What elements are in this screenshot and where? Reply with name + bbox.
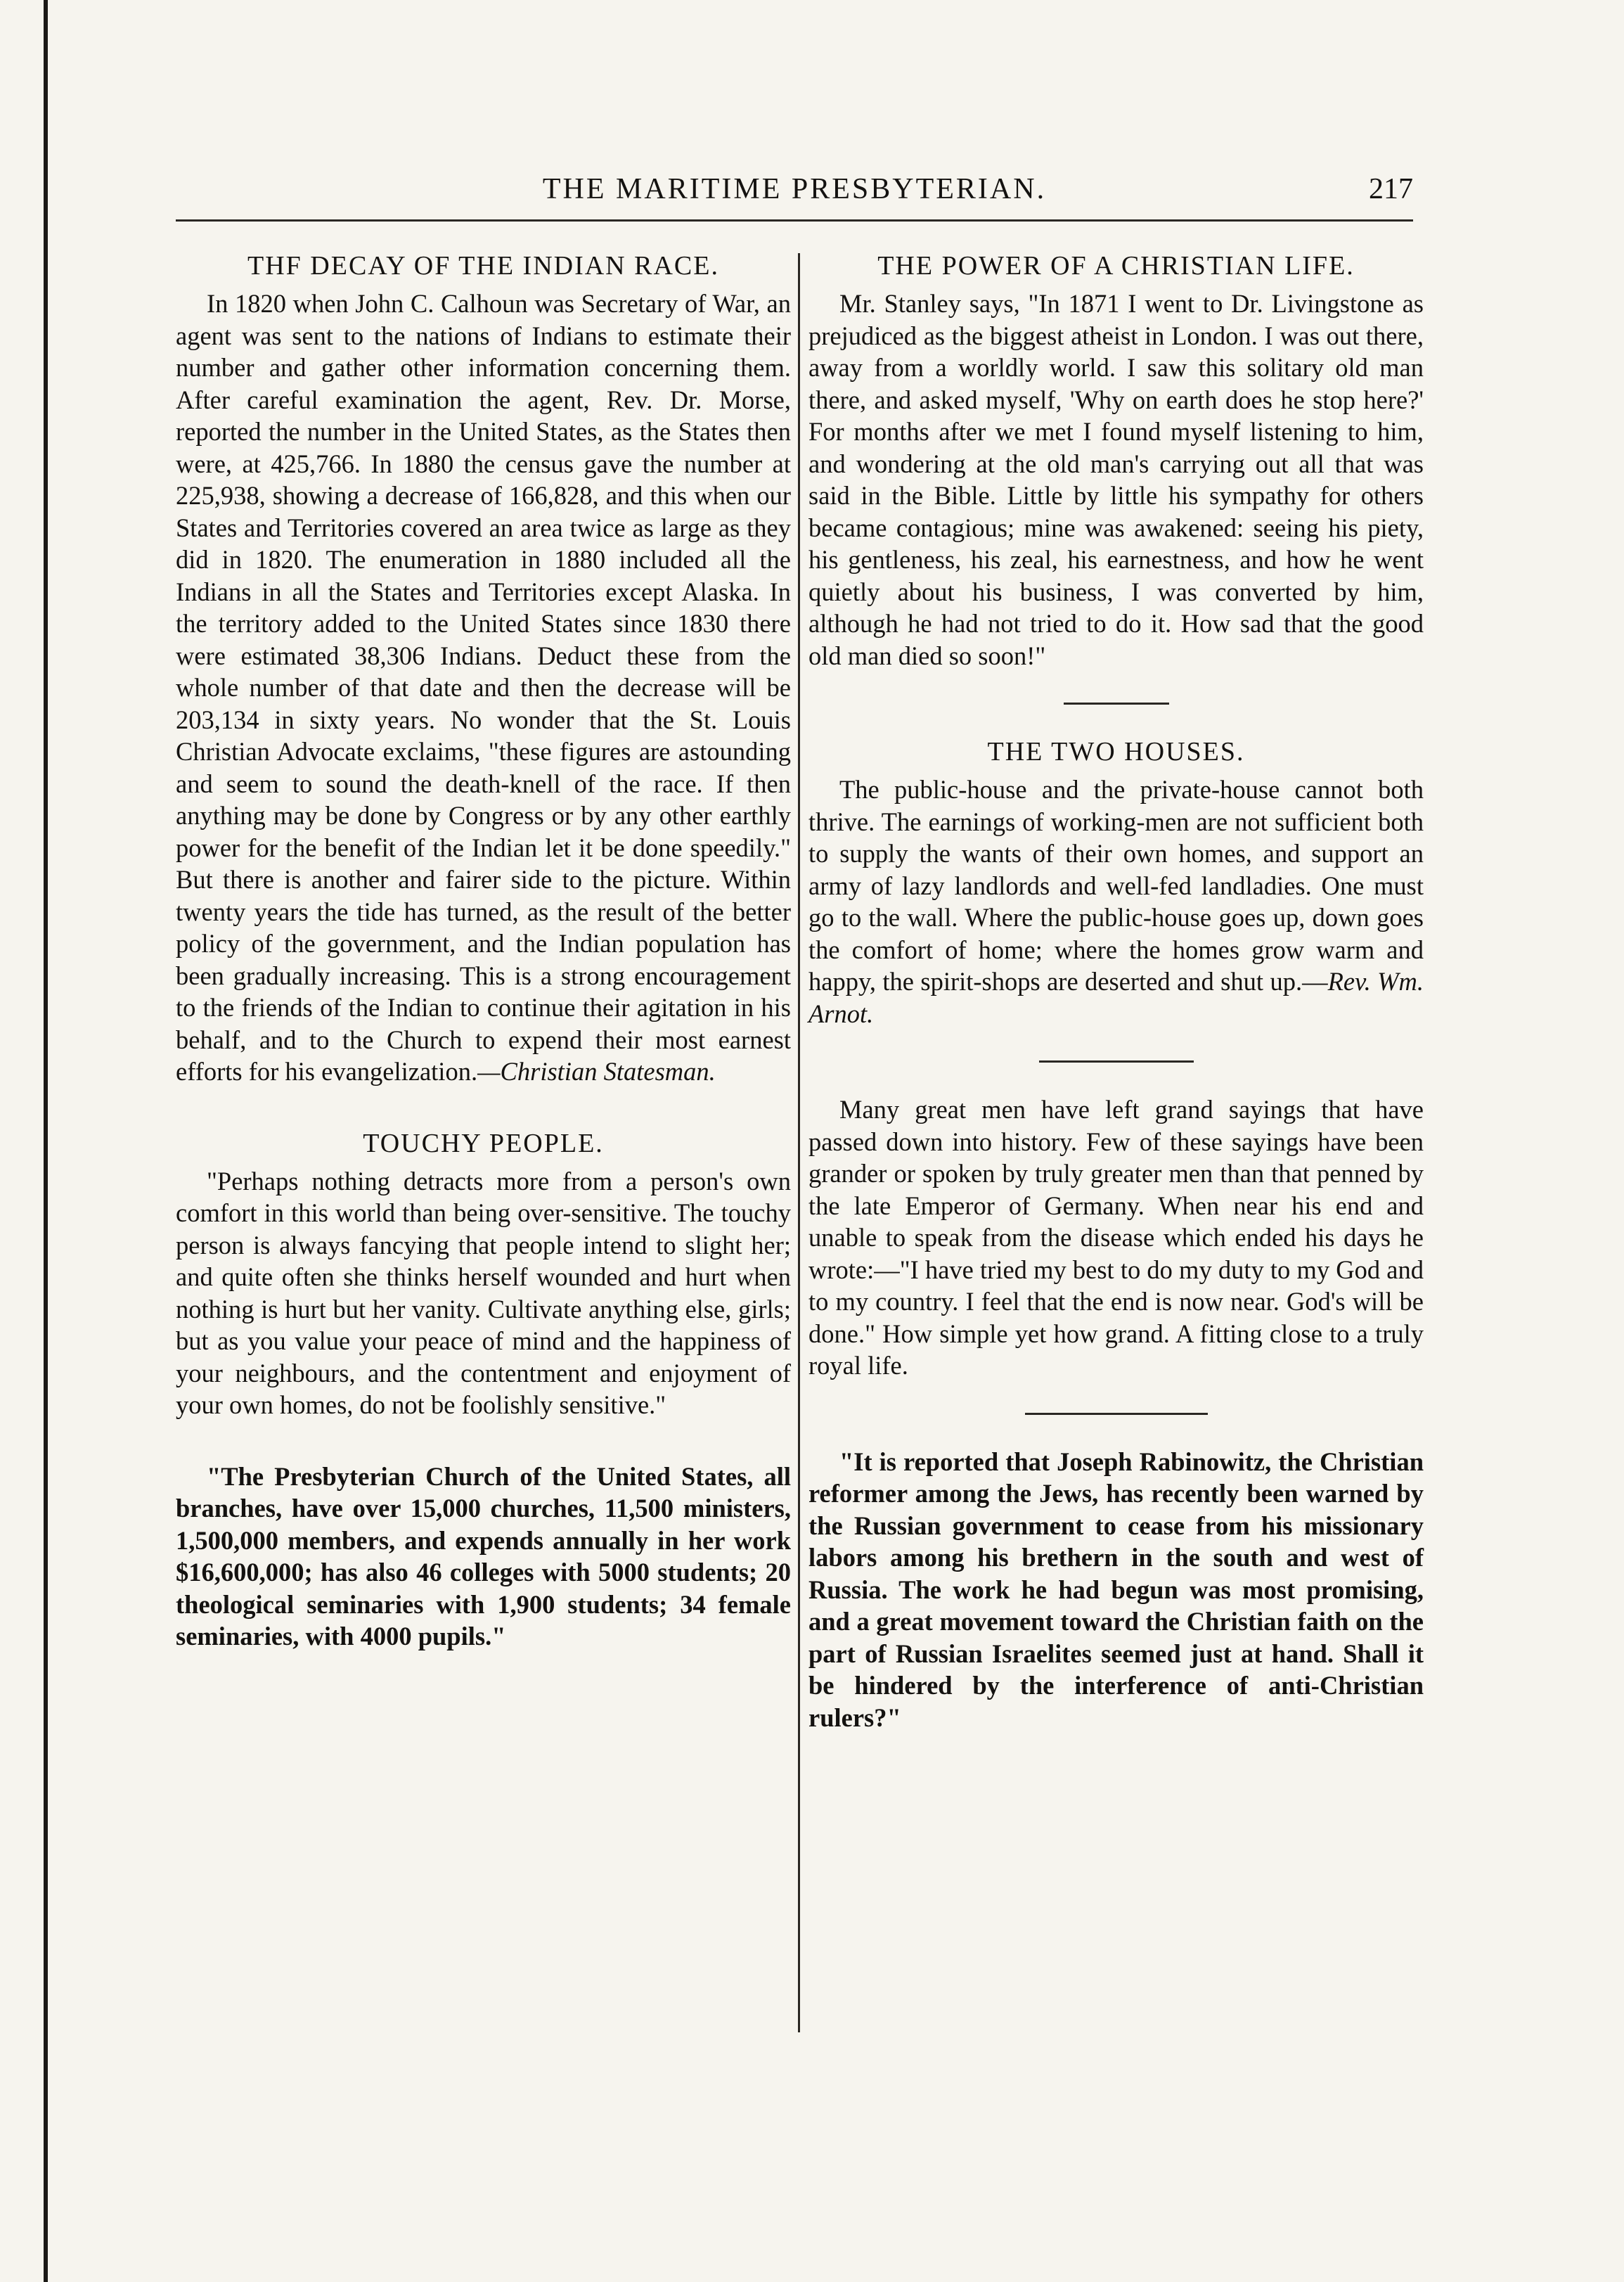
journal-title: THE MARITIME PRESBYTERIAN. xyxy=(542,173,1047,205)
article-heading: THE POWER OF A CHRISTIAN LIFE. xyxy=(877,251,1355,281)
section-divider xyxy=(1064,703,1169,705)
article-heading: TOUCHY PEOPLE. xyxy=(363,1128,604,1158)
article-christian-life xyxy=(808,250,1424,672)
column-divider xyxy=(798,253,800,2032)
article-heading: THE TWO HOUSES. xyxy=(987,737,1245,767)
article-rabinowitz xyxy=(808,1446,1424,1734)
article-text: In 1820 when John C. Calhoun was Secretary of War, an agent was sent to the nations of Indians to estimate their number and gather other information concerning them. After careful examination the agent, Rev. Dr. Morse, reported the number in the United States, as the States then were, at 425,766. In 1880 the census gave the number at 225,938, showing a decrease of 166,828, and this when our States and Territories covered an area twice as large as they did in 1820. The enumeration in 1880 included all the Indians in all the States and Territories except Alaska. In the territory added to the United States since 1830 there were estimated 38,306 Indians. Deduct these from the whole number of that date and then the decrease will be 203,134 in sixty years. No wonder that the St. Louis Christian Advocate exclaims, "these figures are astounding and seem to sound the death-knell of the race. If then anything may be done by Congress or by any other earthly power for the benefit of the Indian let it be done speedily." But there is another and fairer side to the picture. Within twenty years the tide has turned, as the result of the better policy of the government, and the Indian population has been gradually increasing. This is a strong encouragement to the friends of the Indian to continue their agitation in his behalf, and to the Church to expend their most earnest efforts for his evangelization. xyxy=(176,289,791,1086)
article-presbyterian-statistics xyxy=(176,1461,791,1653)
page-number: 217 xyxy=(1369,173,1413,205)
article-indian-race xyxy=(176,250,791,1088)
article-touchy-people xyxy=(176,1127,791,1421)
article-text: The public-house and the private-house cannot both thrive. The earnings of working-men are not sufficient both to supply the wants of their own homes, and support an army of lazy landlords and well-fed landladies. One must go to the wall. Where the public-house goes up, down goes the comfort of home; where the homes grow warm and happy, the spirit-shops are deserted and shut up.— xyxy=(808,775,1424,996)
article-body: "The Presbyterian Church of the United States, all branches, have over 15,000 churches, 11,500 ministers, 1,500,000 members, and expends annually in her work $16,600,000; has also 46 colleges with 5000 students; 20 theological seminaries with 1,900 students; 34 female seminaries, with 4000 pupils." xyxy=(176,1461,791,1650)
article-two-houses xyxy=(808,736,1424,1030)
right-column xyxy=(808,250,1424,1733)
header-rule xyxy=(176,219,1413,222)
article-body: "Perhaps nothing detracts more from a person's own comfort in this world than being over-sensitive. The touchy person is always fancying that people intend to slight her; and quite often she thinks herself wounded and hurt when nothing is hurt but her vanity. Cultivate anything else, girls; but as you value your peace of mind and the happiness of your neighbours, and the contentment and enjoyment of your own homes, do not be foolishly sensitive." xyxy=(176,1166,791,1419)
section-divider xyxy=(1039,1060,1194,1063)
article-body xyxy=(808,774,1424,1030)
article-body: Mr. Stanley says, "In 1871 I went to Dr. Livingstone as prejudiced as the biggest atheist in London. I was out there, away from a worldly world. I saw this solitary old man there, and asked myself, 'Why on earth does he stop here?' For months after we met I found myself listening to him, and wondering at the old man's carrying out all that was said in the Bible. Little by little his sympathy for others became contagious; mine was awakened: seeing his piety, his gentleness, his zeal, his earnestness, and how he went quietly about his business, I was converted by him, although he had not tried to do it. How sad that the good old man died so soon!" xyxy=(808,289,1424,670)
left-column xyxy=(176,250,791,1653)
article-body: "It is reported that Joseph Rabinowitz, the Christian reformer among the Jews, has recently been warned by the Russian government to cease from his missionary labors among his brethern in the south and west of Russia. The work he had begun was most promising, and a great movement toward the Christian faith on the part of Russian Israelites seemed just at hand. Shall it be hindered by the interference of anti-Christian rulers?" xyxy=(808,1447,1424,1732)
section-divider xyxy=(1025,1413,1208,1415)
article-body xyxy=(176,288,791,1088)
article-emperor-saying xyxy=(808,1094,1424,1382)
article-body: Many great men have left grand sayings that have passed down into history. Few of these sayings have been grander or spoken by truly greater men than that penned by the late Emperor of Germany. When near his end and unable to speak from the disease which ended his days he wrote:—"I have tried my best to do my duty to my God and to my country. I feel that the end is now near. God's will be done." How simple yet how grand. A fitting close to a truly royal life. xyxy=(808,1095,1424,1380)
article-byline: Rev. Wm. Arnot. xyxy=(808,967,1424,1028)
page-binding-edge xyxy=(44,0,48,2282)
article-heading: THF DECAY OF THE INDIAN RACE. xyxy=(247,251,719,281)
article-byline: —Christian Statesman. xyxy=(477,1057,716,1086)
